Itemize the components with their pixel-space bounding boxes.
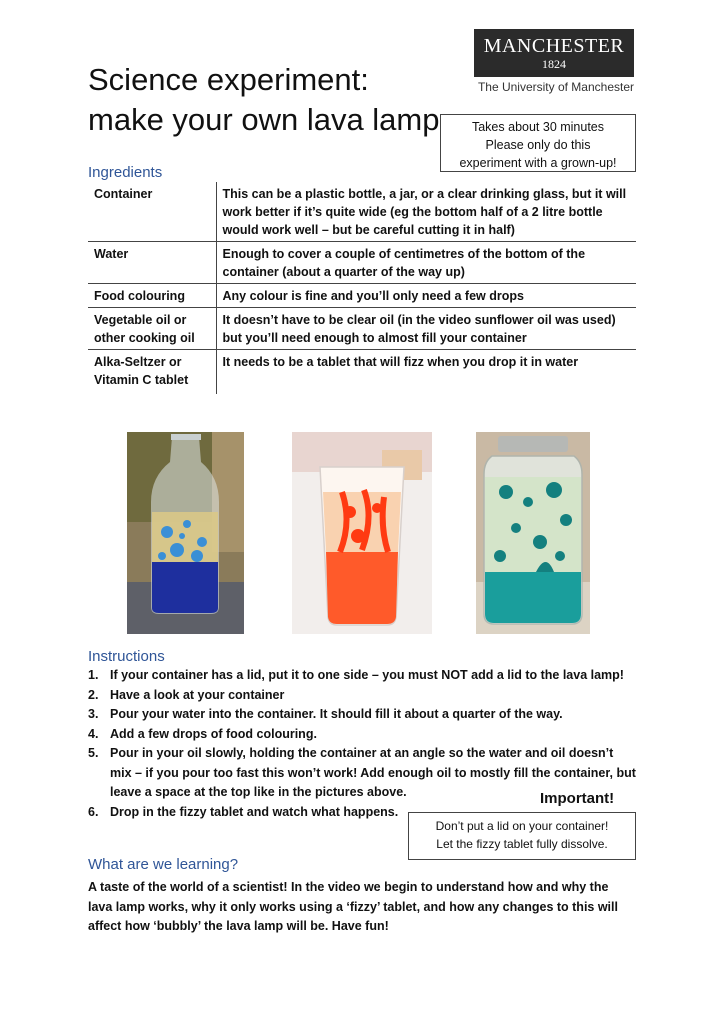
- step-number: 5.: [88, 746, 99, 760]
- step-number: 6.: [88, 804, 99, 819]
- glass-lava-lamp-photo: [292, 432, 432, 634]
- step-text: Add a few drops of food colouring.: [110, 726, 317, 741]
- notice-line-2: Please only do this: [485, 138, 591, 152]
- ingredients-heading: Ingredients: [88, 164, 163, 181]
- list-item: [88, 705, 638, 725]
- step-number: 4.: [88, 726, 99, 741]
- notice-line-1: Takes about 30 minutes: [471, 120, 605, 134]
- ingredients-table: [88, 182, 636, 394]
- ingredient-name: Food colouring: [88, 284, 216, 308]
- logo-badge: [474, 29, 634, 77]
- logo-subtitle: The University of Manchester: [477, 80, 634, 94]
- ingredient-name: Container: [88, 182, 216, 242]
- step-number: 2.: [88, 687, 99, 702]
- important-box: [408, 812, 636, 860]
- bottle-lava-lamp-photo: [127, 432, 244, 634]
- list-item: [88, 725, 638, 745]
- step-text: Pour your water into the container. It should fill it about a quarter of the way.: [110, 707, 563, 721]
- step-number: 3.: [88, 707, 99, 721]
- title-line-2: make your own lava lamp: [88, 102, 440, 137]
- ingredient-description: Any colour is fine and you’ll only need a few drops: [222, 289, 524, 303]
- instructions-heading: Instructions: [88, 648, 165, 665]
- step-text: If your container has a lid, put it to one side – you must NOT add a lid to the lava lamp!: [110, 668, 624, 682]
- ingredient-name: Water: [88, 242, 216, 284]
- important-title: Important!: [540, 790, 615, 807]
- time-notice-box: [440, 114, 636, 172]
- list-item: [88, 666, 638, 686]
- table-row: [88, 308, 636, 350]
- learning-heading: What are we learning?: [88, 856, 239, 873]
- page-title: [88, 60, 440, 140]
- list-item: [88, 686, 638, 706]
- university-logo: [474, 29, 634, 94]
- step-text: Have a look at your container: [110, 687, 285, 702]
- table-row: [88, 182, 636, 242]
- step-number: 1.: [88, 668, 99, 682]
- logo-name: MANCHESTER: [483, 35, 625, 57]
- ingredient-name: Vegetable oil or other cooking oil: [88, 308, 216, 350]
- jar-lava-lamp-photo: [476, 432, 590, 634]
- table-row: [88, 284, 636, 308]
- ingredient-description: This can be a plastic bottle, a jar, or a clear drinking glass, but it will work better if it’s quite wide (eg the bottom half of a 2 litre bottle would work well – but be careful cutting it in half): [222, 187, 627, 237]
- table-row: [88, 242, 636, 284]
- jar-lava-lamp-image: [476, 432, 590, 634]
- table-row: [88, 350, 636, 394]
- important-line-1: Don’t put a lid on your container!: [435, 819, 609, 833]
- ingredient-description: It needs to be a tablet that will fizz when you drop it in water: [222, 355, 579, 369]
- important-line-2: Let the fizzy tablet fully dissolve.: [436, 837, 608, 851]
- step-text: Pour in your oil slowly, holding the container at an angle so the water and oil doesn’t mix – if you pour too fast this won’t work! Add enough oil to mostly fill the container, but leave a space at the top like in the pictures above.: [110, 746, 636, 799]
- title-line-1: Science experiment:: [88, 62, 369, 97]
- learning-text: A taste of the world of a scientist! In the video we begin to understand how and why the lava lamp works, why it only works using a ‘fizzy’ tablet, and how any changes to this will affect how ‘bubbly’ the lava lamp will be. Have fun!: [88, 880, 618, 933]
- ingredient-description: Enough to cover a couple of centimetres of the bottom of the container (about a quarter of the way up): [222, 247, 586, 279]
- ingredient-name: Alka-Seltzer or Vitamin C tablet: [88, 350, 216, 394]
- bottle-lava-lamp-image: [127, 432, 244, 634]
- glass-lava-lamp-image: [292, 432, 432, 634]
- logo-year: 1824: [542, 57, 566, 71]
- ingredient-description: It doesn’t have to be clear oil (in the video sunflower oil was used) but you’ll need enough to almost fill your container: [222, 313, 616, 345]
- notice-line-3: experiment with a grown-up!: [459, 156, 617, 170]
- step-text: Drop in the fizzy tablet and watch what happens.: [110, 804, 399, 819]
